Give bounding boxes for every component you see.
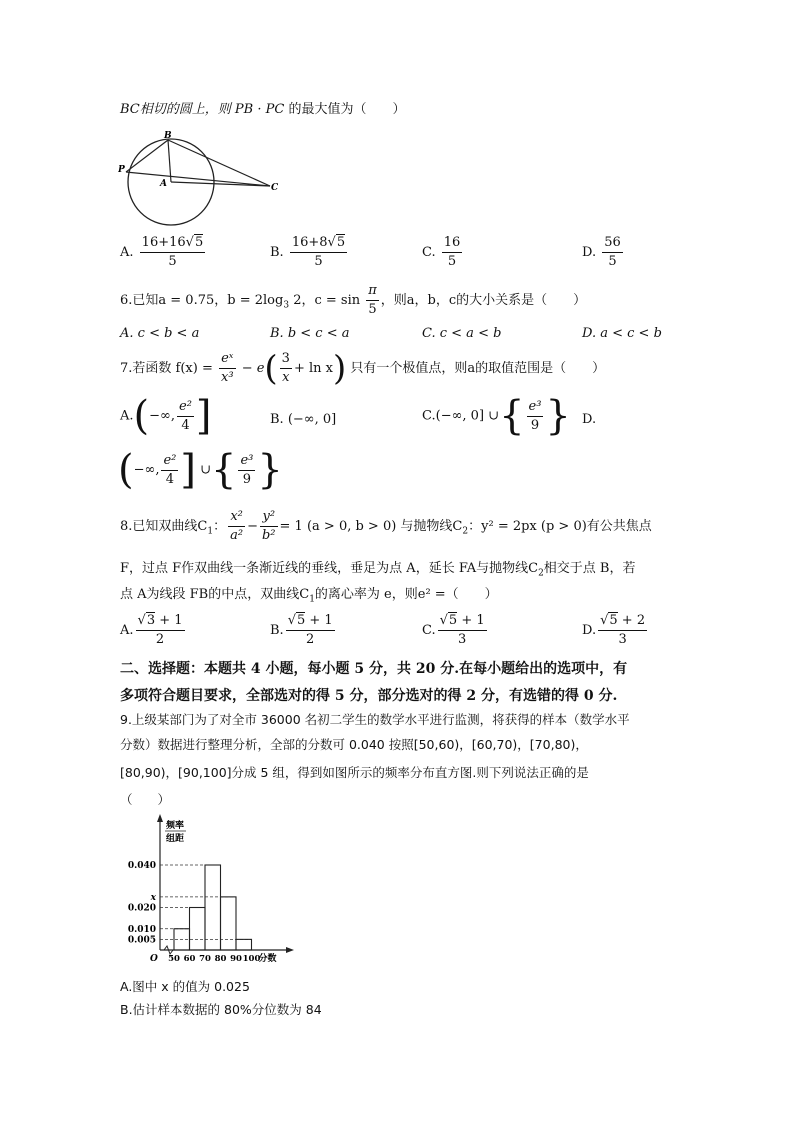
q5-label-B: B (164, 131, 172, 141)
x-tick-label: 60 (183, 954, 196, 964)
q8-option-d[interactable]: D. $\frac{√5 + 2}{3}$ (582, 613, 646, 647)
q5-figure (118, 128, 283, 228)
q7-option-d-letter[interactable]: D. (582, 412, 597, 427)
q5-option-b[interactable]: B. $\frac{16+8√5}{5}$ (270, 235, 346, 269)
q5-stem-tail: 的最大值为（ ） (288, 102, 406, 117)
q8-stem-line2: F，过点 F作双曲线一条渐近线的垂线，垂足为点 A，延长 FA与抛物线$C_2$相交于点 B，若 (120, 561, 636, 579)
q6-option-a[interactable]: A. c < b < a (120, 326, 200, 341)
q6-option-d[interactable]: D. a < c < b (582, 326, 662, 341)
y-label-bottom: 组距 (166, 834, 185, 844)
x-tick-label: 90 (230, 954, 242, 964)
y-tick-label: 0.020 (127, 903, 156, 914)
y-axis-arrow (157, 814, 163, 822)
q9-stem-line4: （ ） (120, 792, 171, 807)
histogram-bar (190, 908, 206, 951)
q7-option-c[interactable]: C.(−∞, 0] ∪{ $\frac{\text{e³}}{9}$ } (422, 393, 571, 439)
section-2-line1: 二、选择题：本题共 4 小题，每小题 5 分，共 20 分.在每小题给出的选项中，有 (120, 661, 628, 677)
y-tick-label: 0.005 (127, 935, 156, 946)
histogram-bar (236, 939, 252, 950)
q7-stem: 7.若函数 f(x) = $\frac{\text{eˣ}}{\text{x³}}$ − e( $\frac{3}{x}$ + ln x) 只有一个极值点，则a的取值范围是（ ） (120, 348, 606, 389)
q5-label-C: C (271, 183, 279, 193)
y-tick-label: x (150, 892, 156, 903)
x-axis-label: 分数 (258, 954, 277, 964)
q5-stem-text: BC相切的圆上，则 (120, 102, 231, 117)
q5-label-P: P (118, 165, 125, 175)
origin-label: O (150, 954, 158, 964)
q7-option-b[interactable]: B. (−∞, 0] (270, 412, 337, 427)
q9-stem-line3: [80,90)，[90,100]分成 5 组，得到如图所示的频率分布直方图.则下列说法正确的是 (120, 765, 589, 780)
q5-stem (120, 100, 405, 120)
x-tick-label: 50 (168, 954, 180, 964)
y-tick-label: 0.010 (127, 924, 156, 935)
x-tick-label: 100 (242, 954, 261, 964)
histogram-bar (205, 865, 221, 950)
q6-option-c[interactable]: C. c < a < b (422, 326, 502, 341)
y-label-top: 频率 (166, 821, 185, 831)
q8-stem-line1: 8.已知双曲线$C_1$： $\frac{\text{x²}}{\text{a²}}$ − $\frac{\text{y²}}{\text{b²}}$ = 1 (a > 0, b > 0) 与抛物线$C_2$：y² = 2px (p > 0)有公共焦点 (120, 509, 652, 543)
q9-stem-line2: 分数）数据进行整理分析，全部的分数可 0.040 按照[50,60)，[60,70)，[70,80)， (120, 737, 588, 752)
q7-option-a[interactable]: A.(−∞, $\frac{\text{e²}}{4}$ ] (120, 393, 212, 439)
y-tick-label: 0.040 (127, 861, 156, 871)
x-axis-arrow (286, 947, 294, 953)
q8-stem-line3: 点 A为线段 FB的中点，双曲线$C_1$的离心率为 e，则e² =（ ） (120, 587, 498, 605)
q6-stem: 6.已知a = 0.75，$b = 2\log_3$ 2，c = sin $\frac{\pi}{5}$ ，则a，b，c的大小关系是（ ） (120, 283, 587, 317)
q9-option-b[interactable]: B.估计样本数据的 80%分位数为 84 (120, 1002, 322, 1017)
q5-vector-expr: PB · PC (234, 102, 285, 117)
q8-option-b[interactable]: B. $\frac{√5 + 1}{2}$ (270, 613, 333, 647)
q8-option-a[interactable]: A. $\frac{√3 + 1}{2}$ (120, 613, 183, 647)
x-tick-label: 70 (199, 954, 211, 964)
histogram-bar (221, 897, 237, 950)
q7-option-d-body: (−∞, $\frac{\text{e²}}{4}$ ] ∪{ $\frac{\text{e³}}{9}$ } (118, 447, 283, 493)
q8-option-c[interactable]: C. $\frac{√5 + 1}{3}$ (422, 613, 485, 647)
q5-option-d[interactable]: D. $\frac{56}{5}$ (582, 235, 621, 269)
q5-option-a[interactable]: A. $\frac{16+16√5}{5}$ (120, 235, 204, 269)
section-2-line2: 多项符合题目要求，全部选对的得 5 分，部分选对的得 2 分，有选错的得 0 分. (120, 688, 618, 704)
q9-stem-line1: 9.上级某部门为了对全市 36000 名初二学生的数学水平进行监测，将获得的样本（数学水平 (120, 712, 630, 727)
q5-label-A: A (160, 179, 167, 189)
q9-histogram (118, 812, 308, 970)
q6-option-b[interactable]: B. b < c < a (270, 326, 350, 341)
q9-option-a[interactable]: A.图中 x 的值为 0.025 (120, 979, 250, 994)
x-tick-label: 80 (214, 954, 227, 964)
q5-option-c[interactable]: C. $\frac{16}{5}$ (422, 235, 461, 269)
